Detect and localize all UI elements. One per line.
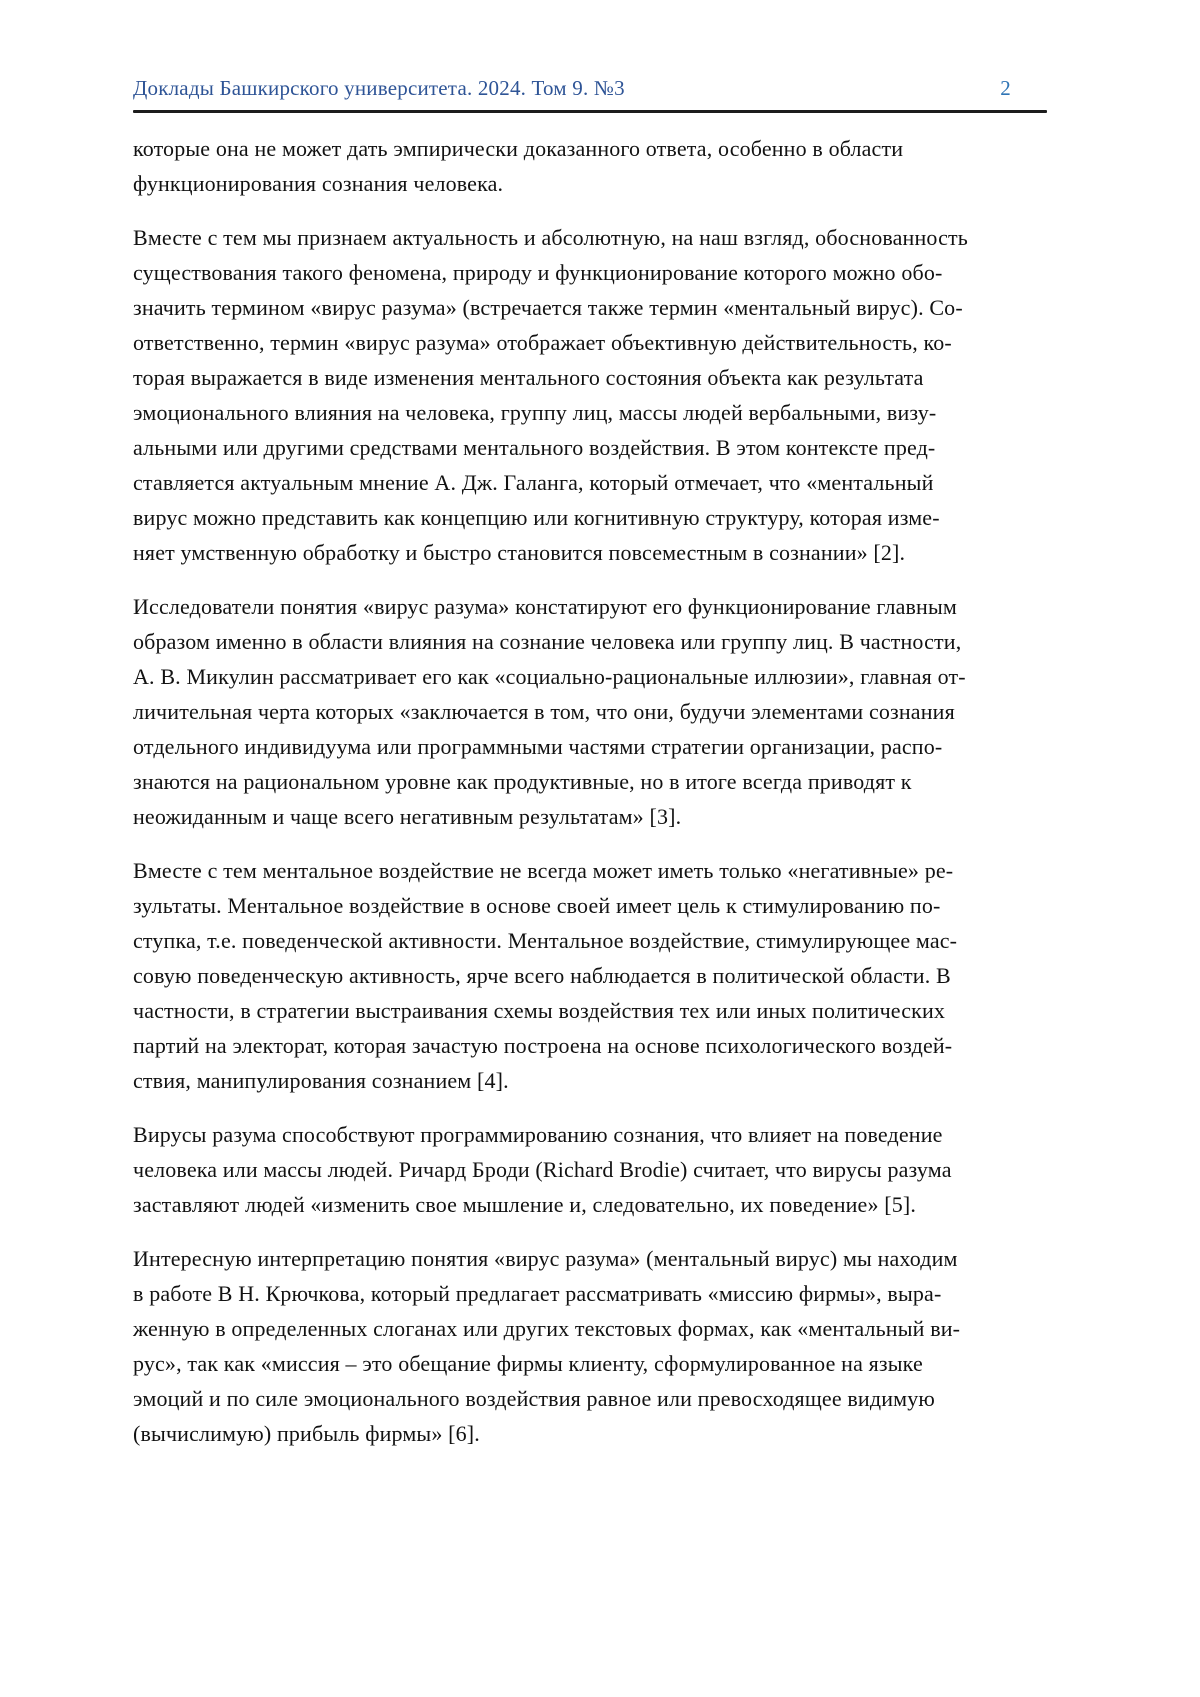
text-line: человека или массы людей. Ричард Броди (Richard Brodie) считает, что вирусы разума — [133, 1157, 952, 1182]
text-line: няет умственную обработку и быстро становится повсеместным в сознании» [2]. — [133, 540, 906, 565]
text-line: вирус можно представить как концепцию или когнитивную структуру, которая изме- — [133, 505, 940, 530]
running-header — [133, 76, 1047, 101]
paragraph — [133, 220, 1073, 570]
text-line: значить термином «вирус разума» (встречается также термин «ментальный вирус). Со- — [133, 295, 963, 320]
text-line: которые она не может дать эмпирически доказанного ответа, особенно в области — [133, 136, 904, 161]
text-line: эмоций и по силе эмоционального воздействия равное или превосходящее видимую — [133, 1386, 935, 1411]
text-line: образом именно в области влияния на сознание человека или группу лиц. В частности, — [133, 629, 962, 654]
paragraph — [133, 589, 1073, 834]
text-line: ставляется актуальным мнение А. Дж. Галанга, который отмечает, что «ментальный — [133, 470, 934, 495]
text-line: А. В. Микулин рассматривает его как «социально-рациональные иллюзии», главная от- — [133, 664, 966, 689]
text-line: партий на электорат, которая зачастую построена на основе психологического воздей- — [133, 1033, 953, 1058]
text-line: эмоционального влияния на человека, группу лиц, массы людей вербальными, визу- — [133, 400, 937, 425]
article-body — [133, 131, 1073, 1470]
text-line: Вместе с тем мы признаем актуальность и абсолютную, на наш взгляд, обоснованность — [133, 225, 968, 250]
text-line: личительная черта которых «заключается в том, что они, будучи элементами сознания — [133, 699, 955, 724]
paragraph — [133, 1241, 1073, 1451]
text-line: частности, в стратегии выстраивания схемы воздействия тех или иных политических — [133, 998, 946, 1023]
text-line: Интересную интерпретацию понятия «вирус разума» (ментальный вирус) мы находим — [133, 1246, 958, 1271]
text-line: рус», так как «миссия – это обещание фирмы клиенту, сформулированное на языке — [133, 1351, 923, 1376]
text-line: ступка, т.е. поведенческой активности. Ментальное воздействие, стимулирующее мас- — [133, 928, 958, 953]
text-line: знаются на рациональном уровне как продуктивные, но в итоге всегда приводят к — [133, 769, 912, 794]
text-line: ствия, манипулирования сознанием [4]. — [133, 1068, 509, 1093]
text-line: отдельного индивидуума или программными частями стратегии организации, распо- — [133, 734, 943, 759]
header-rule-divider — [133, 110, 1047, 113]
paragraph — [133, 853, 1073, 1098]
text-line: Вирусы разума способствуют программированию сознания, что влияет на поведение — [133, 1122, 943, 1147]
page-number: 2 — [1000, 76, 1011, 100]
text-line: женную в определенных слоганах или других текстовых формах, как «ментальный ви- — [133, 1316, 961, 1341]
text-line: в работе В Н. Крючкова, который предлагает рассматривать «миссию фирмы», выра- — [133, 1281, 942, 1306]
text-line: Исследователи понятия «вирус разума» констатируют его функционирование главным — [133, 594, 957, 619]
text-line: ответственно, термин «вирус разума» отображает объективную действительность, ко- — [133, 330, 952, 355]
journal-title: Доклады Башкирского университета. 2024. Том 9. №3 — [133, 76, 625, 100]
paragraph — [133, 131, 1073, 201]
text-line: неожиданным и чаще всего негативным результатам» [3]. — [133, 804, 682, 829]
text-line: заставляют людей «изменить свое мышление и, следовательно, их поведение» [5]. — [133, 1192, 917, 1217]
text-line: совую поведенческую активность, ярче всего наблюдается в политической области. В — [133, 963, 951, 988]
paragraph — [133, 1117, 1073, 1222]
text-line: функционирования сознания человека. — [133, 171, 504, 196]
text-line: альными или другими средствами ментального воздействия. В этом контексте пред- — [133, 435, 936, 460]
text-line: Вместе с тем ментальное воздействие не всегда может иметь только «негативные» ре- — [133, 858, 954, 883]
text-line: зультаты. Ментальное воздействие в основе своей имеет цель к стимулированию по- — [133, 893, 941, 918]
text-line: (вычислимую) прибыль фирмы» [6]. — [133, 1421, 480, 1446]
text-line: торая выражается в виде изменения ментального состояния объекта как результата — [133, 365, 924, 390]
text-line: существования такого феномена, природу и функционирование которого можно обо- — [133, 260, 943, 285]
